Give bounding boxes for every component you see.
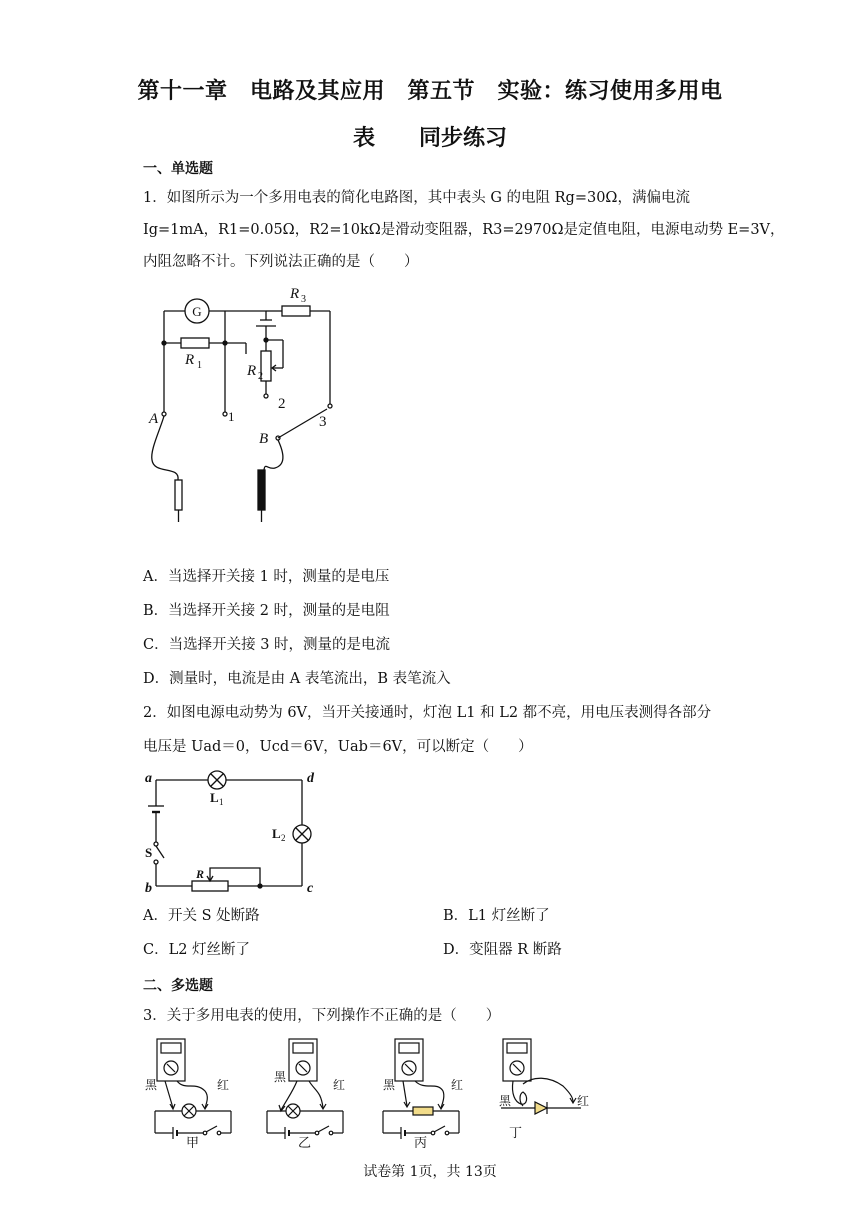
node-a-label: a bbox=[145, 771, 152, 786]
probe-a-icon bbox=[175, 480, 182, 510]
terminal-b-label: B bbox=[259, 431, 269, 447]
q1-option-c[interactable]: C．当选择开关接 3 时，测量的是电流 bbox=[143, 637, 391, 653]
l2-sub: 2 bbox=[281, 833, 286, 843]
panel-ding bbox=[499, 1039, 589, 1140]
diode-icon bbox=[535, 1102, 547, 1114]
q1-circuit-diagram bbox=[140, 280, 360, 530]
switch-icon bbox=[434, 1126, 445, 1132]
terminal-2-label: 2 bbox=[278, 396, 286, 412]
panel-jia bbox=[145, 1039, 231, 1148]
q1-option-b[interactable]: B．当选择开关接 2 时，测量的是电阻 bbox=[143, 603, 390, 619]
q2-stem-line1: 2．如图电源电动势为 6V，当开关接通时，灯泡 L1 和 L2 都不亮，用电压表测得各部分 bbox=[143, 705, 712, 721]
q2-option-c[interactable]: C．L2 灯丝断了 bbox=[143, 942, 251, 958]
q3-figure-panels bbox=[145, 1036, 615, 1148]
caption-yi: 乙 bbox=[298, 1135, 312, 1148]
q1-stem-line2: Ig=1mA，R1=0.05Ω，R2=10kΩ是滑动变阻器，R3=2970Ω是定值电阻，电源电动势 E=3V， bbox=[143, 222, 785, 238]
g-label: G bbox=[192, 304, 202, 319]
black-label-yi: 黑 bbox=[274, 1070, 287, 1084]
resistor-r1-icon bbox=[181, 338, 209, 348]
caption-bing: 丙 bbox=[414, 1135, 428, 1148]
r3-label: R bbox=[290, 286, 300, 302]
red-label-jia: 红 bbox=[217, 1078, 230, 1092]
q2-stem-line2: 电压是 Uad＝0，Ucd＝6V，Uab＝6V，可以断定（ ） bbox=[143, 739, 533, 755]
red-label-yi: 红 bbox=[333, 1078, 346, 1092]
section-heading-single: 一、单选题 bbox=[143, 161, 213, 177]
terminal-a-label: A bbox=[149, 411, 159, 427]
title-part-a: 表 bbox=[353, 126, 376, 151]
caption-jia: 甲 bbox=[186, 1135, 200, 1148]
r1-sub: 1 bbox=[197, 360, 202, 371]
q1-option-d[interactable]: D．测量时，电流是由 A 表笔流出，B 表笔流入 bbox=[143, 671, 451, 687]
switch-s-label: S bbox=[145, 845, 153, 860]
q2-option-a[interactable]: A．开关 S 处断路 bbox=[143, 908, 260, 924]
title-part-b: 同步练习 bbox=[419, 126, 508, 151]
page-title: 第十一章 电路及其应用 第五节 实验：练习使用多用电 bbox=[137, 79, 723, 104]
q2-option-d[interactable]: D．变阻器 R 断路 bbox=[443, 942, 562, 958]
r2-sub: 2 bbox=[258, 371, 263, 382]
q1-option-a[interactable]: A．当选择开关接 1 时，测量的是电压 bbox=[143, 569, 390, 585]
node-c-label: c bbox=[307, 881, 314, 896]
switch-icon bbox=[318, 1126, 329, 1132]
black-label-bing: 黑 bbox=[383, 1078, 396, 1092]
red-label-ding: 红 bbox=[577, 1094, 590, 1108]
rheostat-r-label: R bbox=[196, 867, 205, 881]
page-footer: 试卷第 1页，共 13页 bbox=[363, 1164, 497, 1180]
terminal-1-label: 1 bbox=[228, 409, 235, 424]
section-heading-multi: 二、多选题 bbox=[143, 978, 213, 994]
l1-sub: 1 bbox=[219, 797, 224, 807]
node-d-label: d bbox=[307, 771, 314, 786]
black-label-jia: 黑 bbox=[145, 1078, 158, 1092]
q1-stem-line1: 1．如图所示为一个多用电表的简化电路图，其中表头 G 的电阻 Rg=30Ω，满偏电流 bbox=[143, 190, 690, 206]
red-label-bing: 红 bbox=[451, 1078, 464, 1092]
q2-option-b[interactable]: B．L1 灯丝断了 bbox=[443, 908, 550, 924]
rheostat-r-icon bbox=[192, 881, 228, 891]
q3-stem-line1: 3．关于多用电表的使用，下列操作不正确的是（ ） bbox=[143, 1008, 501, 1024]
l2-label: L bbox=[272, 826, 281, 841]
black-label-ding: 黑 bbox=[499, 1094, 512, 1108]
r1-label: R bbox=[185, 352, 195, 368]
switch-icon bbox=[206, 1126, 217, 1132]
panel-bing bbox=[383, 1039, 463, 1148]
panel-yi bbox=[267, 1039, 345, 1148]
q1-stem-line3: 内阻忽略不计。下列说法正确的是（ ） bbox=[143, 254, 419, 270]
node-b-label: b bbox=[145, 881, 152, 896]
caption-ding: 丁 bbox=[509, 1125, 523, 1140]
switch-icon bbox=[156, 846, 164, 858]
resistor-r3-icon bbox=[282, 306, 310, 316]
r3-sub: 3 bbox=[301, 294, 306, 305]
terminal-3-label: 3 bbox=[319, 414, 327, 430]
r2-label: R bbox=[247, 363, 257, 379]
l1-label: L bbox=[210, 790, 219, 805]
probe-b-icon bbox=[258, 470, 265, 510]
q2-circuit-diagram bbox=[142, 768, 322, 896]
resistor-icon bbox=[413, 1107, 433, 1115]
